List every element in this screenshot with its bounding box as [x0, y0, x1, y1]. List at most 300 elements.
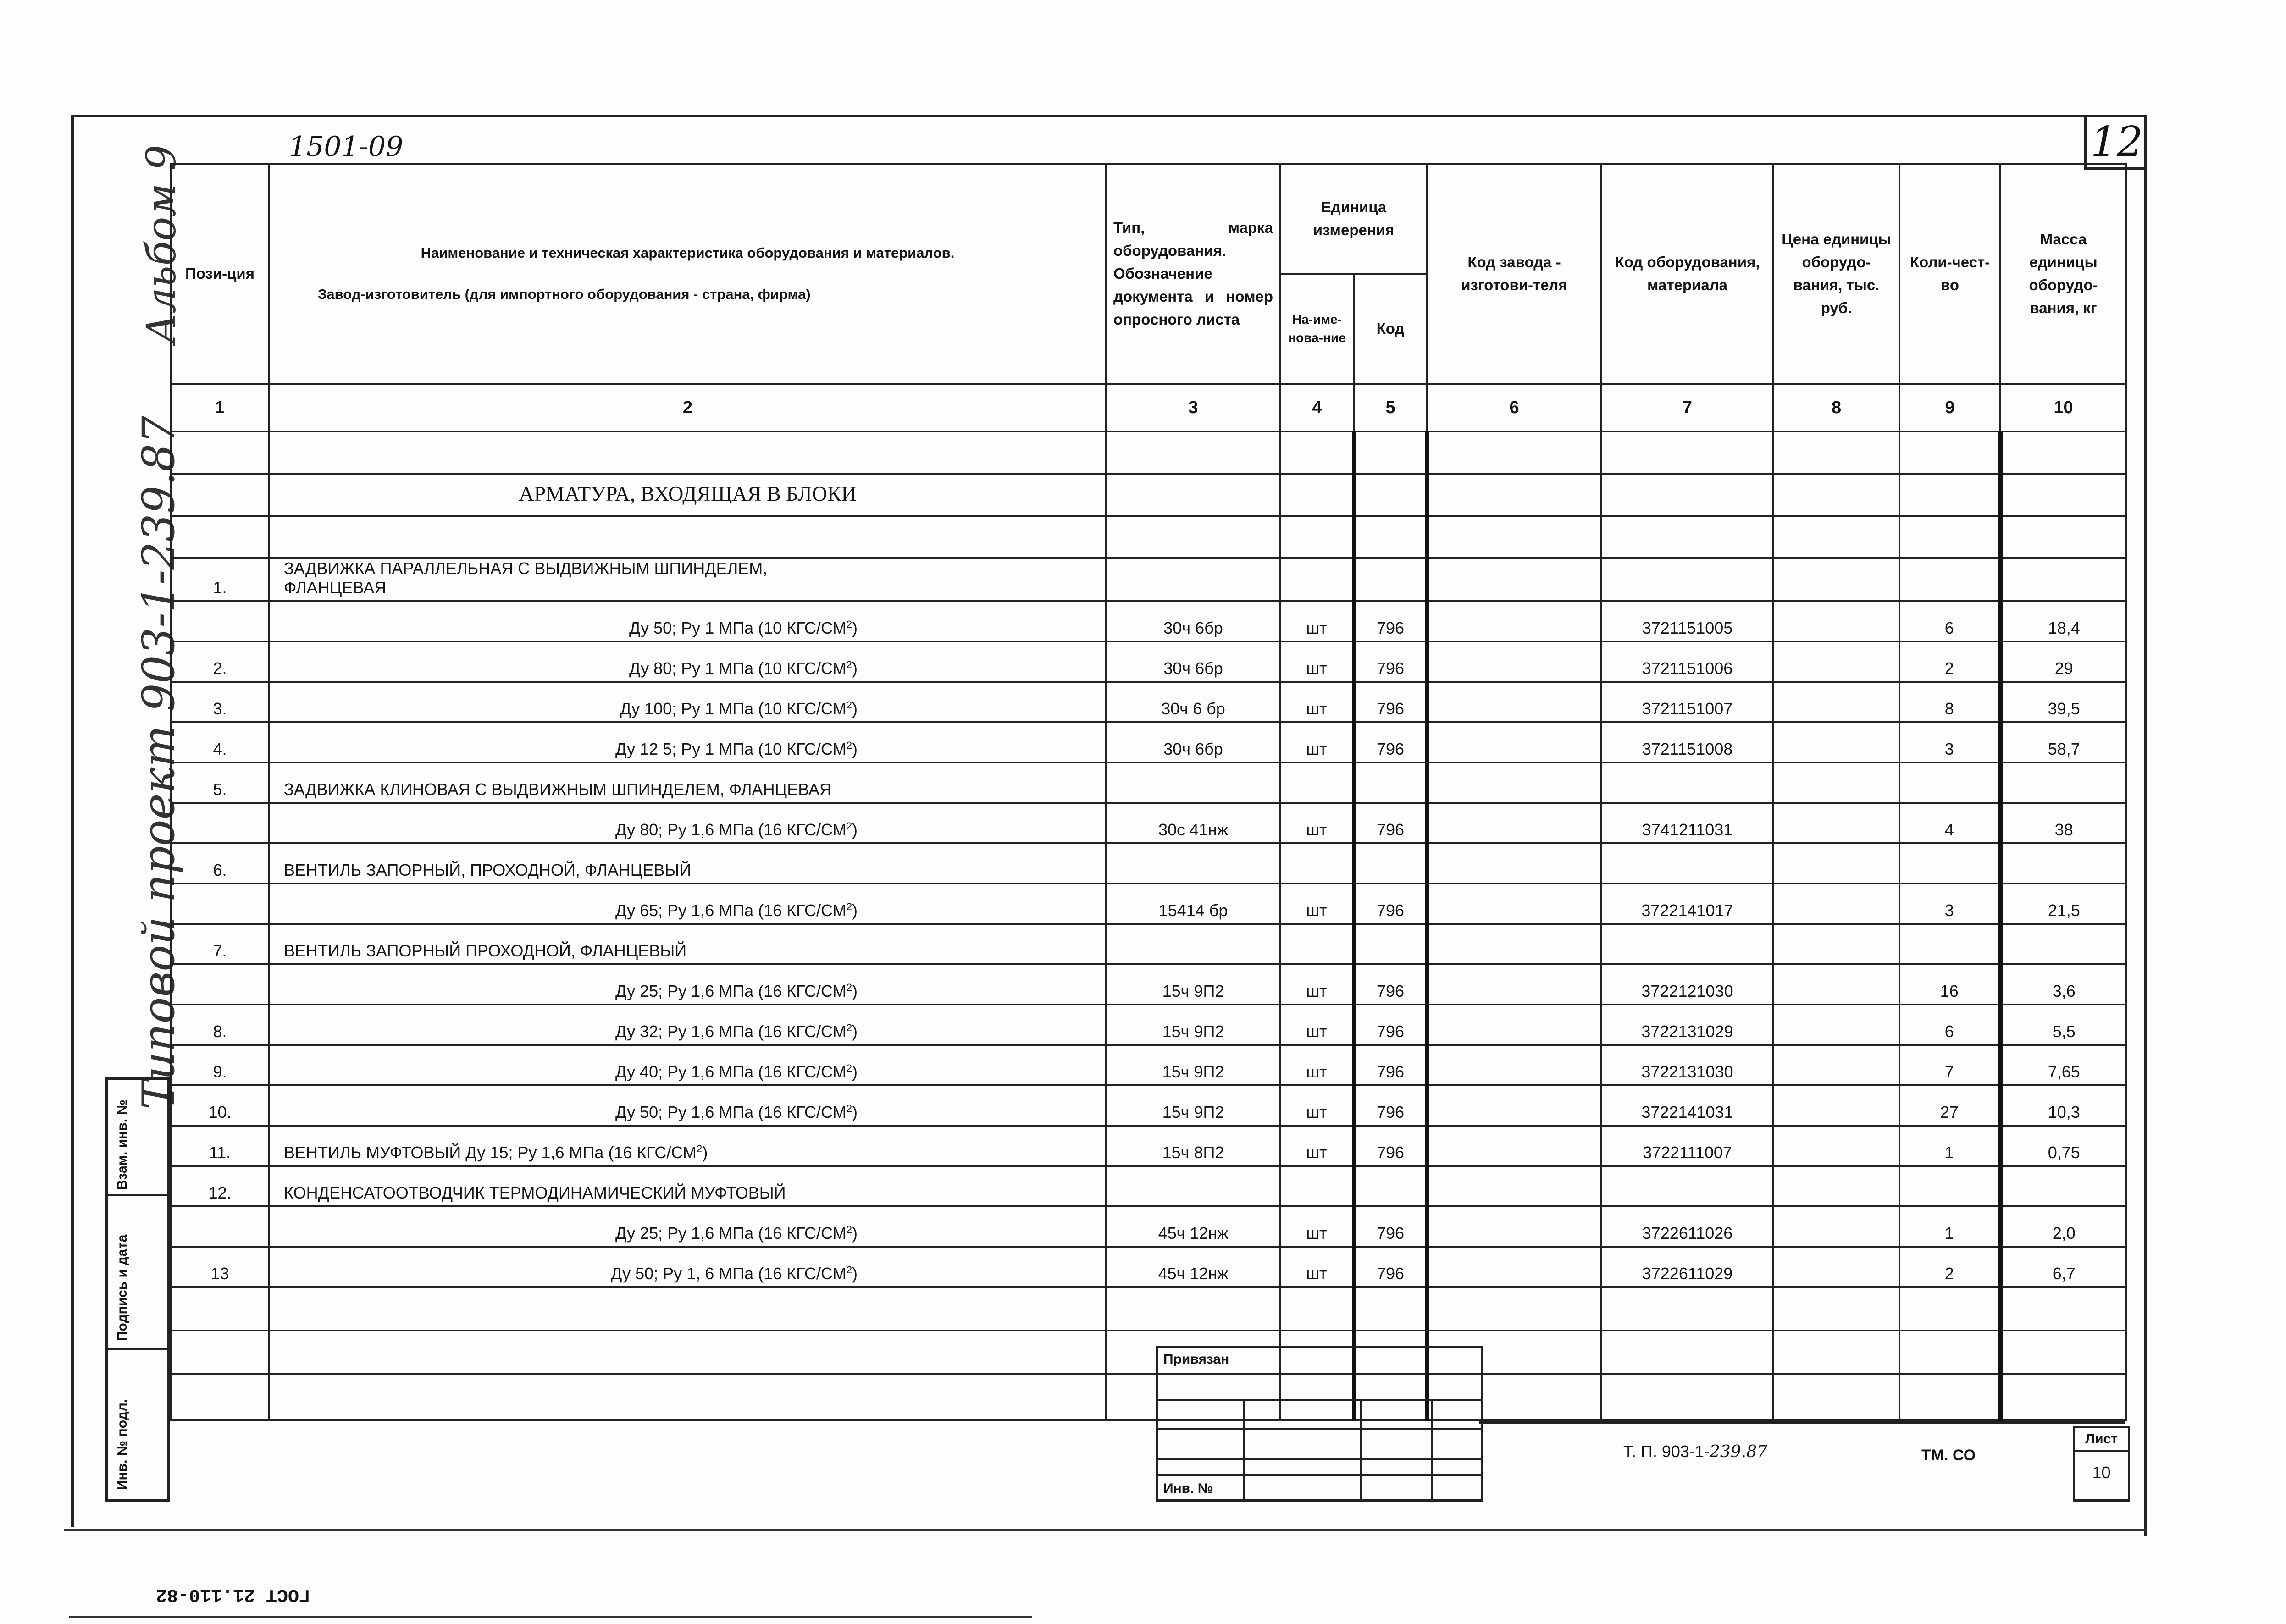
- blank-row: [171, 1287, 2126, 1331]
- blank-cell: [1899, 474, 2000, 516]
- cell-factory-code: [1427, 1166, 1601, 1206]
- cell-type: [1106, 843, 1280, 884]
- cell-equipment-code: 3722141017: [1601, 884, 1773, 924]
- unit-superscript: 2: [846, 659, 852, 670]
- cell-position: 5.: [171, 762, 269, 803]
- spec-text: Ду 32; Ру 1,6 МПа (16 КГС/СМ: [615, 1022, 847, 1041]
- unit-superscript: 2: [846, 1022, 852, 1033]
- blank-row: [171, 1331, 2126, 1374]
- blank-cell: [1773, 474, 1899, 516]
- cell-quantity: 2: [1899, 1247, 2000, 1287]
- cell-unit-code: [1354, 762, 1427, 803]
- cell-position: 11.: [171, 1126, 269, 1166]
- spec-text: Ду 25; Ру 1,6 МПа (16 КГС/СМ: [615, 1224, 847, 1243]
- cell-unit-code: [1354, 843, 1427, 884]
- sheet-label: Лист: [2075, 1428, 2128, 1452]
- gost-underline: [69, 1616, 1032, 1618]
- blank-cell: [1773, 516, 1899, 558]
- cell-name: [269, 1247, 1106, 1287]
- stamp-line: [1360, 1399, 1362, 1499]
- cell-quantity: 8: [1899, 682, 2000, 722]
- cell-type: 15ч 9П2: [1106, 1085, 1280, 1126]
- blank-cell: [1280, 516, 1354, 558]
- table-row: [171, 924, 2126, 964]
- cell-equipment-code: 3722131030: [1601, 1045, 1773, 1085]
- cell-unit-code: 796: [1354, 1247, 1427, 1287]
- closing-paren: ): [852, 659, 858, 678]
- cell-unit-code: 796: [1354, 964, 1427, 1005]
- col-number: 4: [1280, 384, 1354, 431]
- header-unit-mass: Масса единицы оборудо-вания, кг: [2000, 164, 2126, 384]
- cell-quantity: 1: [1899, 1206, 2000, 1247]
- cell-factory-code: [1427, 1126, 1601, 1166]
- cell-price: [1773, 1247, 1899, 1287]
- col-number: 1: [171, 384, 269, 431]
- blank-cell: [1899, 1331, 2000, 1374]
- blank-cell: [171, 1331, 269, 1374]
- table-row: [171, 1247, 2126, 1287]
- cell-unit-code: [1354, 924, 1427, 964]
- cell-name: [269, 682, 1106, 722]
- cell-type: 15ч 9П2: [1106, 964, 1280, 1005]
- stamp-line: [1431, 1399, 1433, 1499]
- cell-name: [269, 803, 1106, 843]
- cell-quantity: [1899, 1166, 2000, 1206]
- cell-quantity: 6: [1899, 601, 2000, 641]
- cell-price: [1773, 1206, 1899, 1247]
- cell-unit-code: 796: [1354, 1206, 1427, 1247]
- cell-equipment-code: 3721151005: [1601, 601, 1773, 641]
- blank-cell: [1354, 431, 1427, 474]
- closing-paren: ): [852, 1022, 858, 1041]
- cell-equipment-code: [1601, 843, 1773, 884]
- blank-cell: [171, 516, 269, 558]
- blank-cell: [1106, 1287, 1280, 1331]
- strip-cell-inv-orig: [108, 1348, 167, 1495]
- table-row: [171, 1005, 2126, 1045]
- side-stamp-strip: [105, 1077, 170, 1502]
- blank-cell: [1106, 431, 1280, 474]
- col-number: 7: [1601, 384, 1773, 431]
- spec-text: Ду 50; Ру 1, 6 МПа (16 КГС/СМ: [610, 1264, 847, 1283]
- cell-factory-code: [1427, 1005, 1601, 1045]
- cell-position: 4.: [171, 722, 269, 762]
- table-row: [171, 1126, 2126, 1166]
- blank-cell: [1427, 516, 1601, 558]
- item-name: ВЕНТИЛЬ ЗАПОРНЫЙ ПРОХОДНОЙ, ФЛАНЦЕВЫЙ: [284, 941, 687, 960]
- blank-cell: [1899, 1287, 2000, 1331]
- cell-name: [269, 1005, 1106, 1045]
- table-row: [171, 762, 2126, 803]
- document-code: [1623, 1442, 1767, 1461]
- blank-cell: [1899, 516, 2000, 558]
- cell-equipment-code: 3722611026: [1601, 1206, 1773, 1247]
- cell-factory-code: [1427, 884, 1601, 924]
- blank-cell: [1601, 431, 1773, 474]
- cell-price: [1773, 964, 1899, 1005]
- blank-cell: [1280, 431, 1354, 474]
- spec-text: Ду 12 5; Ру 1 МПа (10 КГС/СМ: [615, 740, 847, 758]
- cell-unit: [1280, 558, 1354, 601]
- cell-price: [1773, 803, 1899, 843]
- closing-paren: ): [852, 619, 858, 637]
- cell-name: [269, 924, 1106, 964]
- cell-price: [1773, 722, 1899, 762]
- inv-number-label: Инв. №: [1163, 1481, 1213, 1496]
- cell-factory-code: [1427, 1085, 1601, 1126]
- section-title: АРМАТУРА, ВХОДЯЩАЯ В БЛОКИ: [269, 474, 1106, 516]
- cell-factory-code: [1427, 682, 1601, 722]
- table-row: [171, 1166, 2126, 1206]
- cell-type: 30ч 6бр: [1106, 641, 1280, 682]
- strip-cell-sign-date: [108, 1194, 167, 1350]
- cell-unit: [1280, 843, 1354, 884]
- cell-factory-code: [1427, 803, 1601, 843]
- cell-type: 30с 41нж: [1106, 803, 1280, 843]
- cell-unit-code: 796: [1354, 1045, 1427, 1085]
- header-equipment-code: Код оборудования, материала: [1601, 164, 1773, 384]
- document-mark: ТМ. СО: [1921, 1447, 1976, 1464]
- cell-unit-code: 796: [1354, 641, 1427, 682]
- blank-cell: [1354, 474, 1427, 516]
- cell-equipment-code: [1601, 762, 1773, 803]
- table-row: [171, 558, 2126, 601]
- unit-superscript: 2: [846, 740, 852, 751]
- spec-text: Ду 80; Ру 1,6 МПа (16 КГС/СМ: [615, 820, 847, 839]
- col-number: 8: [1773, 384, 1899, 431]
- cell-equipment-code: 3722121030: [1601, 964, 1773, 1005]
- cell-position: 10.: [171, 1085, 269, 1126]
- table-row: [171, 641, 2126, 682]
- spec-text: ВЕНТИЛЬ МУФТОВЫЙ Ду 15; Ру 1,6 МПа (16 КГС/СМ: [284, 1143, 697, 1162]
- spec-text: Ду 80; Ру 1 МПа (10 КГС/СМ: [629, 659, 847, 678]
- blank-cell: [1427, 431, 1601, 474]
- frame-right-border: [2144, 115, 2147, 1536]
- blank-row: [171, 1374, 2126, 1420]
- blank-cell: [1601, 1374, 1773, 1420]
- table-row: [171, 1206, 2126, 1247]
- cell-mass: 38: [2000, 803, 2126, 843]
- blank-cell: [1601, 516, 1773, 558]
- closing-paren: ): [852, 820, 858, 839]
- blank-cell: [1106, 516, 1280, 558]
- cell-mass: 21,5: [2000, 884, 2126, 924]
- closing-paren: ): [852, 699, 858, 718]
- cell-mass: [2000, 843, 2126, 884]
- blank-cell: [1601, 474, 1773, 516]
- cell-unit-code: 796: [1354, 601, 1427, 641]
- cell-equipment-code: 3741211031: [1601, 803, 1773, 843]
- cell-quantity: 16: [1899, 964, 2000, 1005]
- blank-cell: [269, 1287, 1106, 1331]
- privyazan-label: Привязан: [1163, 1352, 1229, 1367]
- item-name: ЗАДВИЖКА КЛИНОВАЯ С ВЫДВИЖНЫМ ШПИНДЕЛЕМ, ФЛАНЦЕВАЯ: [284, 780, 832, 799]
- spec-text: Ду 100; Ру 1 МПа (10 КГС/СМ: [620, 699, 847, 718]
- unit-superscript: 2: [846, 699, 852, 711]
- blank-cell: [171, 474, 269, 516]
- stamp-line: [1158, 1474, 1481, 1476]
- cell-unit: шт: [1280, 601, 1354, 641]
- cell-unit-code: [1354, 1166, 1427, 1206]
- cell-name: [269, 1085, 1106, 1126]
- strip-label-sign-date: Подпись и дата: [115, 1234, 130, 1341]
- unit-superscript: 2: [846, 619, 852, 630]
- cell-factory-code: [1427, 762, 1601, 803]
- column-number-row: [171, 384, 2126, 431]
- cell-unit: шт: [1280, 1005, 1354, 1045]
- cell-unit: шт: [1280, 1247, 1354, 1287]
- unit-superscript: 2: [846, 1264, 852, 1276]
- unit-superscript: 2: [846, 1224, 852, 1235]
- cell-price: [1773, 641, 1899, 682]
- cell-price: [1773, 682, 1899, 722]
- cell-mass: 5,5: [2000, 1005, 2126, 1045]
- cell-type: 45ч 12нж: [1106, 1247, 1280, 1287]
- blank-cell: [1280, 1287, 1354, 1331]
- cell-factory-code: [1427, 1247, 1601, 1287]
- cell-type: 15ч 9П2: [1106, 1005, 1280, 1045]
- gost-reference: ГОСТ 21.110-82: [156, 1584, 310, 1605]
- cell-position: 3.: [171, 682, 269, 722]
- sheet-box: [2073, 1426, 2130, 1502]
- closing-paren: ): [702, 1143, 708, 1162]
- item-name: КОНДЕНСАТООТВОДЧИК ТЕРМОДИНАМИЧЕСКИЙ МУФТОВЫЙ: [284, 1183, 786, 1202]
- cell-factory-code: [1427, 964, 1601, 1005]
- cell-equipment-code: 3721151006: [1601, 641, 1773, 682]
- header-unit-code: Код: [1354, 274, 1427, 384]
- stamp-line: [1158, 1458, 1481, 1460]
- closing-paren: ): [852, 982, 858, 1000]
- cell-unit-code: 796: [1354, 803, 1427, 843]
- section-title-row: [171, 474, 2126, 516]
- blank-cell: [1773, 431, 1899, 474]
- unit-superscript: 2: [846, 901, 852, 912]
- stamp-line: [1158, 1399, 1481, 1401]
- blank-cell: [1106, 474, 1280, 516]
- cell-factory-code: [1427, 924, 1601, 964]
- frame-top-border: [71, 115, 2144, 117]
- cell-position: 8.: [171, 1005, 269, 1045]
- col-number: 6: [1427, 384, 1601, 431]
- closing-paren: ): [852, 1062, 858, 1081]
- cell-position: [171, 803, 269, 843]
- blank-cell: [2000, 474, 2126, 516]
- sheet-value: 10: [2092, 1463, 2111, 1482]
- cell-name: [269, 1166, 1106, 1206]
- col-number: 3: [1106, 384, 1280, 431]
- cell-quantity: 7: [1899, 1045, 2000, 1085]
- cell-type: [1106, 558, 1280, 601]
- blank-cell: [2000, 1331, 2126, 1374]
- cell-factory-code: [1427, 722, 1601, 762]
- cell-quantity: 4: [1899, 803, 2000, 843]
- cell-unit: шт: [1280, 1206, 1354, 1247]
- cell-name: [269, 722, 1106, 762]
- cell-name: [269, 558, 1106, 601]
- table-row: [171, 601, 2126, 641]
- blank-cell: [1354, 1287, 1427, 1331]
- cell-type: 45ч 12нж: [1106, 1206, 1280, 1247]
- cell-unit-code: 796: [1354, 1085, 1427, 1126]
- cell-price: [1773, 1045, 1899, 1085]
- cell-quantity: 3: [1899, 722, 2000, 762]
- closing-paren: ): [852, 901, 858, 920]
- cell-name: [269, 601, 1106, 641]
- cell-type: [1106, 762, 1280, 803]
- blank-cell: [1773, 1287, 1899, 1331]
- blank-cell: [2000, 1287, 2126, 1331]
- cell-type: 15414 бр: [1106, 884, 1280, 924]
- cell-price: [1773, 601, 1899, 641]
- cell-type: 15ч 8П2: [1106, 1126, 1280, 1166]
- cell-name: [269, 964, 1106, 1005]
- cell-unit: [1280, 762, 1354, 803]
- cell-price: [1773, 558, 1899, 601]
- cell-quantity: 3: [1899, 884, 2000, 924]
- spec-text: Ду 65; Ру 1,6 МПа (16 КГС/СМ: [615, 901, 847, 920]
- cell-position: 13: [171, 1247, 269, 1287]
- spec-text: Ду 50; Ру 1,6 МПа (16 КГС/СМ: [615, 1103, 847, 1121]
- cell-type: [1106, 1166, 1280, 1206]
- table-row: [171, 884, 2126, 924]
- cell-factory-code: [1427, 1045, 1601, 1085]
- cell-mass: [2000, 1166, 2126, 1206]
- cell-unit: шт: [1280, 722, 1354, 762]
- privyazan-stamp-box: [1156, 1346, 1483, 1502]
- blank-cell: [1773, 1331, 1899, 1374]
- table-row: [171, 722, 2126, 762]
- cell-position: [171, 884, 269, 924]
- frame-left-border: [71, 115, 74, 1527]
- blank-cell: [1280, 474, 1354, 516]
- cell-type: 30ч 6бр: [1106, 722, 1280, 762]
- cell-quantity: [1899, 762, 2000, 803]
- cell-quantity: 27: [1899, 1085, 2000, 1126]
- blank-cell: [171, 1287, 269, 1331]
- cell-mass: 2,0: [2000, 1206, 2126, 1247]
- cell-type: 30ч 6 бр: [1106, 682, 1280, 722]
- table-row: [171, 1085, 2126, 1126]
- cell-type: 15ч 9П2: [1106, 1045, 1280, 1085]
- cell-price: [1773, 1126, 1899, 1166]
- cell-quantity: 1: [1899, 1126, 2000, 1166]
- cell-mass: 58,7: [2000, 722, 2126, 762]
- blank-cell: [1899, 431, 2000, 474]
- cell-factory-code: [1427, 641, 1601, 682]
- closing-paren: ): [852, 1224, 858, 1243]
- cell-quantity: [1899, 924, 2000, 964]
- cell-position: 6.: [171, 843, 269, 884]
- handwritten-sheet-number: 12: [2084, 117, 2147, 170]
- cell-position: [171, 601, 269, 641]
- col-number: 5: [1354, 384, 1427, 431]
- spec-text: Ду 50; Ру 1 МПа (10 КГС/СМ: [629, 619, 847, 637]
- cell-unit-code: 796: [1354, 682, 1427, 722]
- cell-unit: шт: [1280, 682, 1354, 722]
- strip-label-vzam: Взам. инв. №: [115, 1099, 130, 1190]
- cell-unit: [1280, 924, 1354, 964]
- cell-price: [1773, 762, 1899, 803]
- blank-cell: [171, 431, 269, 474]
- blank-cell: [1601, 1287, 1773, 1331]
- cell-type: 30ч 6бр: [1106, 601, 1280, 641]
- margin-project-note: Типовой проект 903-1-239.87: [133, 415, 184, 1110]
- blank-row: [171, 431, 2126, 474]
- spec-text: Ду 25; Ру 1,6 МПа (16 КГС/СМ: [615, 982, 847, 1000]
- blank-row: [171, 516, 2126, 558]
- cell-price: [1773, 1166, 1899, 1206]
- cell-quantity: 6: [1899, 1005, 2000, 1045]
- margin-album-note: Альбом 9: [138, 144, 185, 344]
- item-name: ЗАДВИЖКА ПАРАЛЛЕЛЬНАЯ С ВЫДВИЖНЫМ ШПИНДЕЛЕМ, ФЛАНЦЕВАЯ: [284, 559, 768, 597]
- handwritten-ref-code: 1501-09: [289, 131, 404, 163]
- cell-equipment-code: [1601, 924, 1773, 964]
- cell-price: [1773, 1085, 1899, 1126]
- cell-unit: шт: [1280, 884, 1354, 924]
- blank-cell: [2000, 431, 2126, 474]
- header-name-line1: Наименование и техническая характеристика оборудования и материалов.: [421, 245, 955, 261]
- cell-equipment-code: [1601, 1166, 1773, 1206]
- cell-mass: 29: [2000, 641, 2126, 682]
- unit-superscript: 2: [846, 820, 852, 832]
- blank-cell: [1427, 474, 1601, 516]
- cell-equipment-code: 3722111007: [1601, 1126, 1773, 1166]
- cell-unit-code: 796: [1354, 1005, 1427, 1045]
- cell-price: [1773, 843, 1899, 884]
- title-block-line: [1479, 1421, 2125, 1424]
- cell-quantity: [1899, 843, 2000, 884]
- strip-cell-vzam: [108, 1080, 167, 1196]
- cell-equipment-code: [1601, 558, 1773, 601]
- closing-paren: ): [852, 1103, 858, 1121]
- closing-paren: ): [852, 1264, 858, 1283]
- header-unit-name: На-име-нова-ние: [1280, 274, 1354, 384]
- unit-superscript: 2: [846, 982, 852, 993]
- spec-text: Ду 40; Ру 1,6 МПа (16 КГС/СМ: [615, 1062, 847, 1081]
- cell-factory-code: [1427, 601, 1601, 641]
- header-name-line2: Завод-изготовитель (для импортного оборудования - страна, фирма): [318, 286, 811, 302]
- cell-equipment-code: 3721151007: [1601, 682, 1773, 722]
- blank-cell: [171, 1374, 269, 1420]
- cell-unit-code: [1354, 558, 1427, 601]
- cell-name: [269, 1206, 1106, 1247]
- cell-unit: шт: [1280, 1045, 1354, 1085]
- cell-factory-code: [1427, 558, 1601, 601]
- table-row: [171, 682, 2126, 722]
- cell-factory-code: [1427, 843, 1601, 884]
- blank-cell: [269, 516, 1106, 558]
- cell-mass: 7,65: [2000, 1045, 2126, 1085]
- blank-cell: [2000, 1374, 2126, 1420]
- cell-position: [171, 964, 269, 1005]
- cell-equipment-code: 3722131029: [1601, 1005, 1773, 1045]
- unit-superscript: 2: [846, 1103, 852, 1114]
- blank-cell: [1773, 1374, 1899, 1420]
- header-unit-group: Единица измерения: [1280, 164, 1427, 274]
- cell-mass: 18,4: [2000, 601, 2126, 641]
- col-number: 2: [269, 384, 1106, 431]
- cell-price: [1773, 1005, 1899, 1045]
- cell-unit: шт: [1280, 803, 1354, 843]
- header-position: Пози-ция: [171, 164, 269, 384]
- cell-price: [1773, 884, 1899, 924]
- cell-unit-code: 796: [1354, 1126, 1427, 1166]
- table-row: [171, 1045, 2126, 1085]
- document-code-suffix: 239.87: [1709, 1442, 1767, 1461]
- cell-mass: [2000, 924, 2126, 964]
- blank-cell: [1427, 1287, 1601, 1331]
- strip-label-inv-orig: Инв. № подл.: [115, 1398, 130, 1490]
